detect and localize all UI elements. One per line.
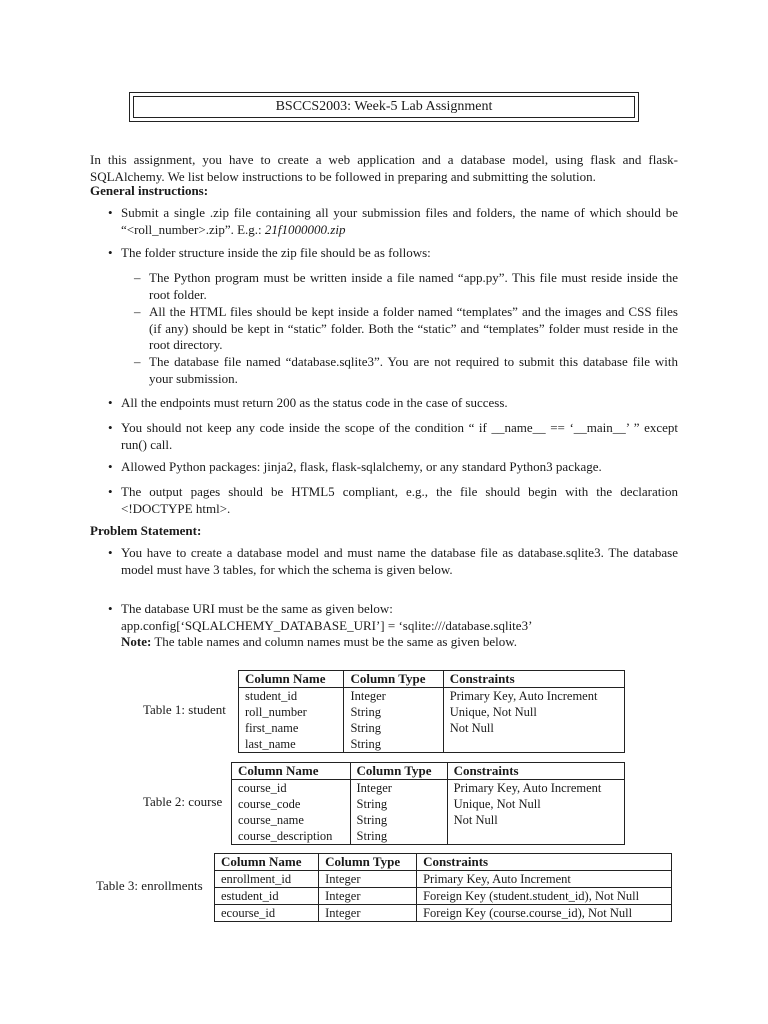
general-instructions-heading: General instructions: (90, 183, 209, 198)
note-label: Note: (121, 634, 152, 649)
table-cell: Not Null (443, 720, 624, 736)
table-cell (447, 828, 624, 845)
schema-table-enrollments (214, 853, 672, 922)
list-item (108, 545, 678, 578)
column-header: Constraints (443, 671, 624, 688)
table-cell: Primary Key, Auto Increment (447, 780, 624, 797)
instruction-text: The Python program must be written inside a file named “app.py”. This file must reside inside the root folder. (149, 270, 678, 302)
sub-list-item (134, 270, 678, 303)
sub-list-item (134, 354, 678, 387)
table-cell: enrollment_id (215, 871, 319, 888)
table-cell: String (344, 720, 443, 736)
list-item (108, 459, 678, 476)
column-header: Column Name (239, 671, 344, 688)
dash-icon: – (134, 354, 141, 369)
instruction-text: The folder structure inside the zip file should be as follows: (121, 245, 431, 260)
column-header: Column Type (319, 854, 417, 871)
table-cell: course_id (232, 780, 351, 797)
database-uri: app.config[‘SQLALCHEMY_DATABASE_URI’] = ‘sqlite:///database.sqlite3’ (121, 617, 533, 633)
table-row (232, 796, 625, 812)
table-row (232, 828, 625, 845)
column-header: Column Type (344, 671, 443, 688)
bullet-icon: • (108, 395, 113, 410)
table-cell: Primary Key, Auto Increment (417, 871, 672, 888)
problem-statement-heading: Problem Statement: (90, 523, 202, 538)
table-row (232, 780, 625, 797)
table-cell: Primary Key, Auto Increment (443, 688, 624, 705)
instruction-text: The output pages should be HTML5 compliant, e.g., the file should begin with the declaration <!DOCTYPE html>. (121, 484, 678, 516)
table-cell: String (344, 736, 443, 753)
table-row (239, 736, 625, 753)
dash-icon: – (134, 270, 141, 285)
column-header: Column Name (232, 763, 351, 780)
bullet-icon: • (108, 205, 113, 220)
bullet-icon: • (108, 459, 113, 474)
list-item (108, 245, 678, 262)
table-cell: Integer (319, 905, 417, 922)
schema-table-course (231, 762, 625, 845)
table-caption: Table 3: enrollments (96, 878, 203, 893)
table-cell: ecourse_id (215, 905, 319, 922)
table-cell: course_code (232, 796, 351, 812)
table-cell: Foreign Key (course.course_id), Not Null (417, 905, 672, 922)
dash-icon: – (134, 304, 141, 319)
note-text: The table names and column names must be the same as given below. (151, 634, 518, 649)
instruction-text: You should not keep any code inside the scope of the condition “ if __name__ == ‘__main__’ ” except run() call. (121, 420, 678, 452)
list-item (108, 395, 678, 412)
table-cell (443, 736, 624, 753)
table-row (232, 812, 625, 828)
table-cell: Foreign Key (student.student_id), Not Null (417, 888, 672, 905)
instruction-text: Submit a single .zip file containing all your submission files and folders, the name of which should be “<roll_number>.zip”. E.g.: (121, 205, 678, 237)
problem-text: You have to create a database model and must name the database file as database.sqlite3. The database model must have 3 tables, for which the schema is given below. (121, 545, 678, 577)
table-cell: course_description (232, 828, 351, 845)
bullet-icon: • (108, 420, 113, 435)
schema-table-student (238, 670, 625, 753)
sub-list-item (134, 304, 678, 354)
table-row (239, 688, 625, 705)
list-item (108, 420, 678, 453)
page-title: BSCCS2003: Week-5 Lab Assignment (133, 96, 635, 118)
column-header: Column Name (215, 854, 319, 871)
instruction-text: The database file named “database.sqlite3”. You are not required to submit this database file with your submission. (149, 354, 678, 386)
table-cell: roll_number (239, 704, 344, 720)
intro-paragraph: In this assignment, you have to create a web application and a database model, using flask and flask-SQLAlchemy. We list below instructions to be followed in preparing and submitting the solution. (90, 152, 678, 184)
table-row (239, 704, 625, 720)
table-cell: course_name (232, 812, 351, 828)
table-cell: Integer (344, 688, 443, 705)
title-box (129, 92, 639, 122)
table-caption: Table 2: course (143, 794, 223, 809)
bullet-icon: • (108, 601, 113, 616)
table-row (215, 871, 672, 888)
instruction-text: Allowed Python packages: jinja2, flask, flask-sqlalchemy, or any standard Python3 package. (121, 459, 602, 474)
table-cell: estudent_id (215, 888, 319, 905)
column-header: Column Type (350, 763, 447, 780)
column-header: Constraints (417, 854, 672, 871)
table-cell: Unique, Not Null (447, 796, 624, 812)
table-cell: Not Null (447, 812, 624, 828)
list-item (108, 484, 678, 517)
bullet-icon: • (108, 245, 113, 260)
table-cell: String (350, 828, 447, 845)
problem-text: The database URI must be the same as given below: (121, 601, 393, 616)
table-cell: Unique, Not Null (443, 704, 624, 720)
column-header: Constraints (447, 763, 624, 780)
table-cell: Integer (319, 871, 417, 888)
example-filename: 21f1000000.zip (264, 221, 346, 237)
bullet-icon: • (108, 545, 113, 560)
table-cell: String (350, 812, 447, 828)
list-item (108, 601, 678, 651)
table-cell: last_name (239, 736, 344, 753)
table-cell: String (350, 796, 447, 812)
instruction-text: All the HTML files should be kept inside a folder named “templates” and the images and CSS files (if any) should be kept in “static” folder. Both the “static” and “templates” folder must reside in the root directory. (149, 304, 678, 352)
table-row (215, 905, 672, 922)
instruction-text: All the endpoints must return 200 as the status code in the case of success. (121, 395, 508, 410)
table-row (215, 888, 672, 905)
bullet-icon: • (108, 484, 113, 499)
table-cell: student_id (239, 688, 344, 705)
list-item (108, 205, 678, 238)
table-cell: String (344, 704, 443, 720)
table-row (239, 720, 625, 736)
table-cell: first_name (239, 720, 344, 736)
table-cell: Integer (319, 888, 417, 905)
table-cell: Integer (350, 780, 447, 797)
table-caption: Table 1: student (143, 702, 226, 717)
